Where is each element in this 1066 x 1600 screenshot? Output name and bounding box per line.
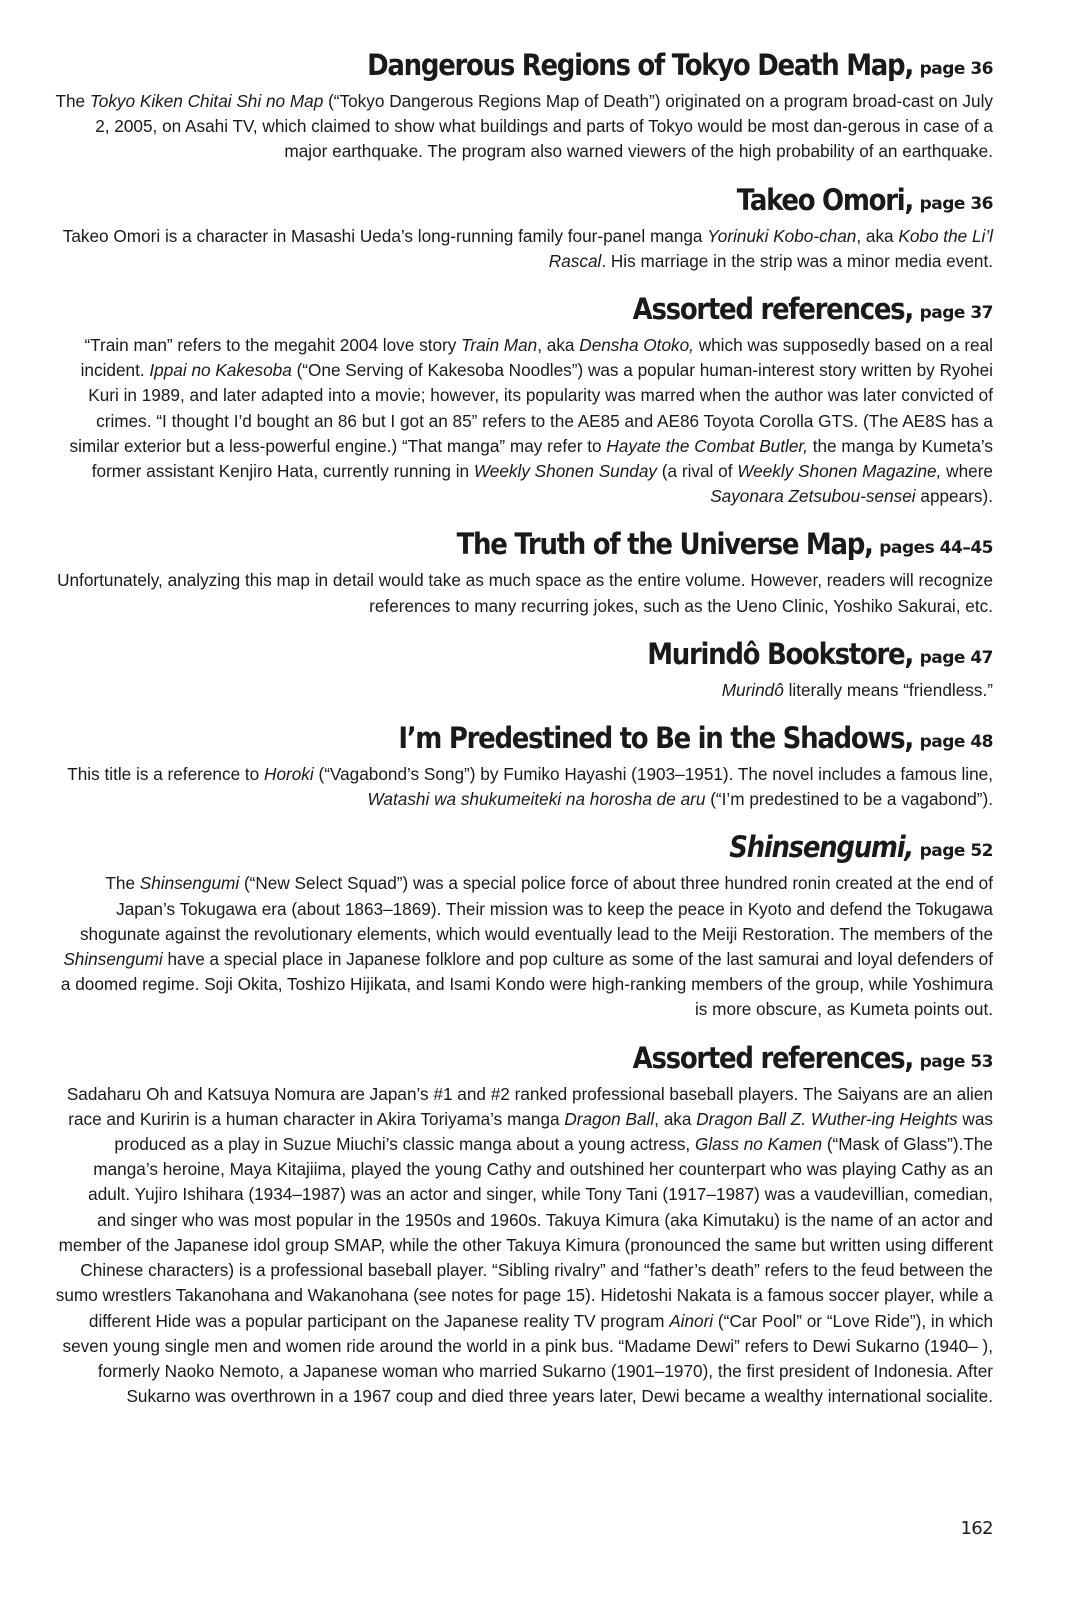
note-body: The Tokyo Kiken Chitai Shi no Map (“Tokyo Dangerous Regions Map of Death”) originated on a program broad-cast on July 2, 2005, on Asahi TV, which claimed to show what buildings and parts of Tokyo would be most dan-gerous in case of a major earthquake. The program also warned viewers of the high probability of an earthquake. xyxy=(55,91,993,162)
note-page-reference: page 48 xyxy=(919,732,993,753)
note-section xyxy=(55,830,993,1022)
notes-page xyxy=(55,48,993,1427)
note-title: Shinsengumi, xyxy=(729,831,913,866)
note-body: Sadaharu Oh and Katsuya Nomura are Japan’s #1 and #2 ranked professional baseball players. The Saiyans are an alien race and Kuririn is a human character in Akira Toriyama’s manga Dragon Ball, aka Dragon Ball Z. Wuther-ing Heights was produced as a play in Suzue Miuchi’s classic manga about a young actress, Glass no Kamen (“Mask of Glass”).The manga’s heroine, Maya Kitajiima, played the young Cathy and outshined her counterpart who was playing Cathy as an adult. Yujiro Ishihara (1934–1987) was an actor and singer, while Tony Tani (1917–1987) was a vaudevillian, comedian, and singer who was most popular in the 1950s and 1960s. Takuya Kimura (aka Kimutaku) is the name of an actor and member of the Japanese idol group SMAP, while the other Takuya Kimura (pronounced the same but written using different Chinese characters) is a professional baseball player. “Sibling rivalry” and “father’s death” refers to the feud between the sumo wrestlers Takanohana and Wakanohana (see notes for page 15). Hidetoshi Nakata is a famous soccer player, while a different Hide was a popular participant on the Japanese reality TV program Ainori (“Car Pool” or “Love Ride”), in which seven young single men and women ride around the world in a pink bus. “Madame Dewi” refers to Dewi Sukarno (1940– ), formerly Naoko Nemoto, a Japanese woman who married Sukarno (1901–1970), the first president of Indonesia. After Sukarno was overthrown in a 1967 coup and died three years later, Dewi became a wealthy international socialite. xyxy=(55,1083,993,1407)
note-page-reference: page 53 xyxy=(919,1051,993,1072)
italic-title-text: Train Man xyxy=(461,335,538,356)
italic-title-text: Weekly Shonen Sunday xyxy=(473,461,658,482)
note-page-reference: page 37 xyxy=(919,303,993,324)
italic-title-text: Ainori xyxy=(669,1310,714,1331)
note-body: Murindô literally means “friendless.” xyxy=(721,679,993,700)
note-heading xyxy=(55,721,993,760)
note-title: Murindô Bookstore, xyxy=(647,638,913,672)
note-section xyxy=(55,527,993,618)
note-title: Assorted references, xyxy=(632,1041,913,1076)
page-number: 162 xyxy=(960,1518,993,1539)
italic-title-text: Shinsengumi xyxy=(63,949,163,970)
italic-title-text: Murindô xyxy=(721,679,784,700)
note-page-reference: page 52 xyxy=(919,841,993,862)
note-title: Assorted references, xyxy=(632,293,913,327)
note-page-reference: page 36 xyxy=(919,59,993,79)
note-heading xyxy=(55,527,993,566)
italic-title-text: Sayonara Zetsubou-sensei xyxy=(710,486,916,507)
note-body: Unfortunately, analyzing this map in detail would take as much space as the entire volume. However, readers will recognize references to many recurring jokes, such as the Ueno Clinic, Yoshiko Sakurai, etc. xyxy=(57,570,993,616)
italic-title-text: Densha Otoko, xyxy=(579,335,694,356)
italic-title-text: Horoki xyxy=(264,764,314,785)
note-heading xyxy=(55,292,993,331)
italic-title-text: Dragon Ball xyxy=(564,1108,655,1129)
note-page-reference: page 36 xyxy=(919,193,993,214)
italic-title-text: Glass no Kamen xyxy=(694,1134,823,1155)
note-section xyxy=(55,1041,993,1410)
note-section xyxy=(55,721,993,812)
note-body: Takeo Omori is a character in Masashi Ueda’s long-running family four-panel manga Yorinuki Kobo-chan, aka Kobo the Li’l Rascal. His marriage in the strip was a minor media event. xyxy=(62,225,993,271)
note-heading xyxy=(55,183,993,222)
note-heading xyxy=(55,1041,993,1080)
italic-title-text: Weekly Shonen Magazine, xyxy=(737,461,942,482)
italic-title-text: Shinsengumi xyxy=(139,873,240,894)
note-title: Takeo Omori, xyxy=(736,183,913,218)
italic-title-text: Watashi wa shukumeiteki na horosha de aru xyxy=(367,789,706,810)
italic-title-text: Dragon Ball Z. Wuther-ing Heights xyxy=(696,1108,958,1129)
note-section xyxy=(55,637,993,703)
note-body: This title is a reference to Horoki (“Vagabond’s Song”) by Fumiko Hayashi (1903–1951). The novel includes a famous line, Watashi wa shukumeiteki na horosha de aru (“I’m predestined to be a vagabond”). xyxy=(67,764,993,810)
note-body: “Train man” refers to the megahit 2004 love story Train Man, aka Densha Otoko, which was supposedly based on a real incident. Ippai no Kakesoba (“One Serving of Kakesoba Noodles”) was a popular human-interest story written by Ryohei Kuri in 1989, and later adapted into a movie; however, its popularity was marred when the author was later convicted of crimes. “I thought I’d bought an 86 but I got an 85” refers to the AE85 and AE86 Toyota Corolla GTS. (The AE8S has a similar exterior but a less-powerful engine.) “That manga” may refer to Hayate the Combat Butler, the manga by Kumeta’s former assistant Kenjiro Hata, currently running in Weekly Shonen Sunday (a rival of Weekly Shonen Magazine, where Sayonara Zetsubou-sensei appears). xyxy=(69,335,993,507)
italic-title-text: Hayate the Combat Butler, xyxy=(606,435,808,456)
italic-title-text: Yorinuki Kobo-chan xyxy=(707,225,857,246)
note-page-reference: page 47 xyxy=(919,647,993,668)
note-title: The Truth of the Universe Map, xyxy=(456,528,873,563)
note-heading xyxy=(55,48,993,87)
note-heading xyxy=(55,637,993,676)
italic-title-text: Kobo the Li’l Rascal xyxy=(548,225,993,271)
note-title: Dangerous Regions of Tokyo Death Map, xyxy=(367,49,913,83)
italic-title-text: Ippai no Kakesoba xyxy=(149,360,292,381)
italic-title-text: Tokyo Kiken Chitai Shi no Map xyxy=(89,91,324,111)
note-section xyxy=(55,48,993,165)
note-body: The Shinsengumi (“New Select Squad”) was a special police force of about three hundred ronin created at the end of Japan’s Tokugawa era (about 1863–1869). Their mission was to keep the peace in Kyoto and defend the Tokugawa shogunate against the revolutionary elements, which would eventually lead to the Meiji Restoration. The members of the Shinsengumi have a special place in Japanese folklore and pop culture as some of the last samurai and loyal defenders of a doomed regime. Soji Okita, Toshizo Hijikata, and Isami Kondo were high-ranking members of the group, while Yoshimura is more obscure, as Kumeta points out. xyxy=(60,873,993,1020)
note-section xyxy=(55,183,993,274)
note-heading xyxy=(55,830,993,869)
note-page-reference: pages 44–45 xyxy=(879,538,993,559)
note-title: I’m Predestined to Be in the Shadows, xyxy=(398,722,913,756)
note-section xyxy=(55,292,993,509)
